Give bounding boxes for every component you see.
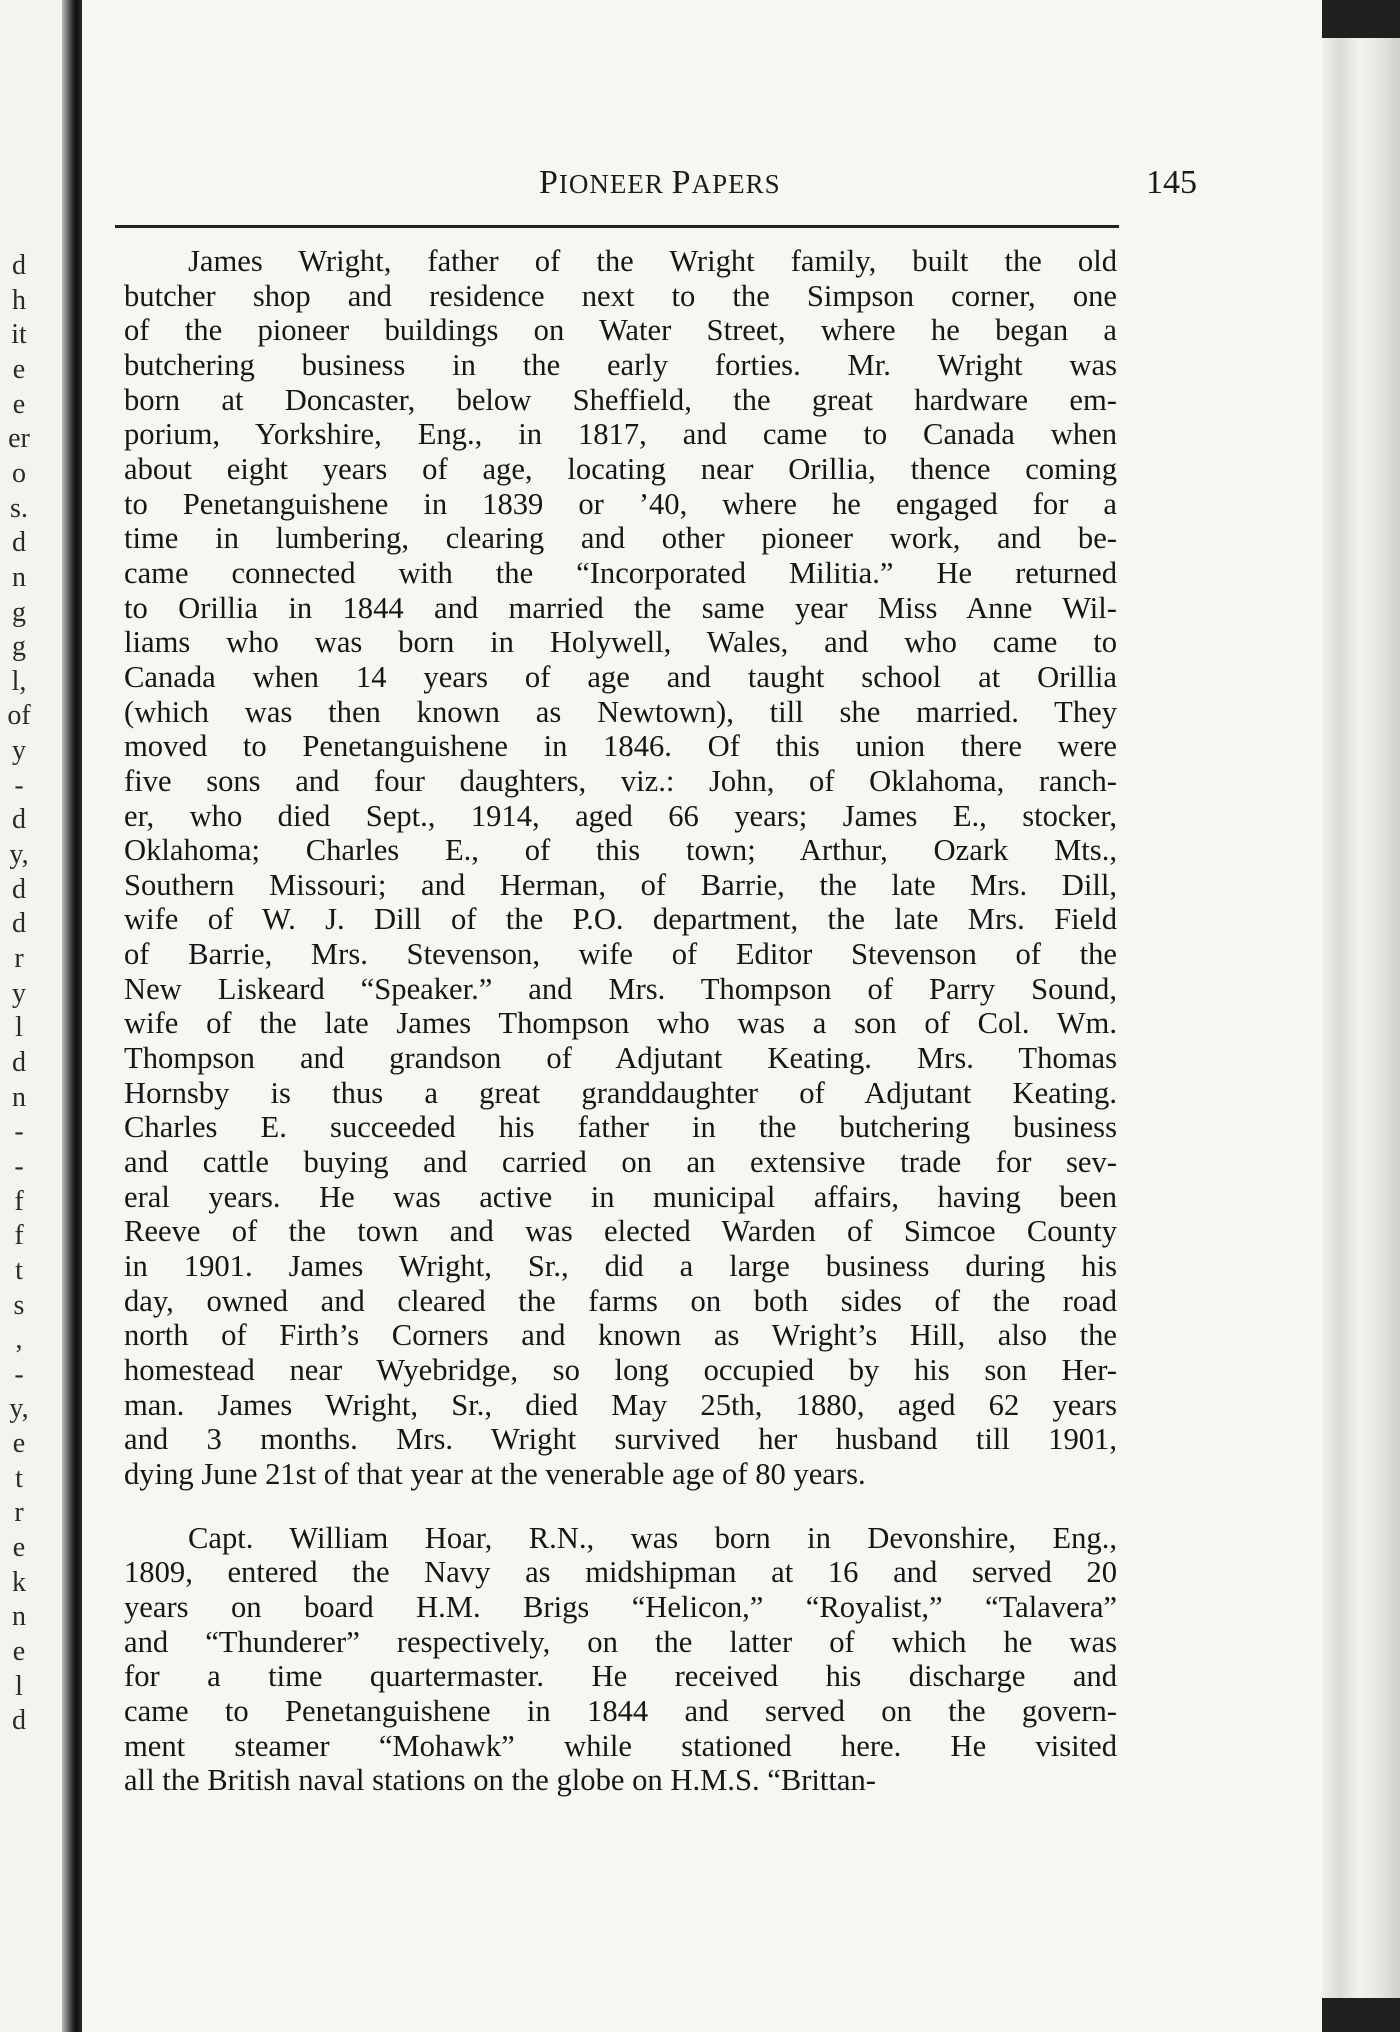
text-line: for a time quartermaster. He received his discharge and	[124, 1659, 1117, 1694]
running-head	[192, 158, 1199, 218]
text-line: eral years. He was active in municipal affairs, having been	[124, 1179, 1117, 1214]
left-page-line-fragment: n	[12, 561, 26, 593]
left-page-line-fragment: it	[11, 319, 27, 351]
text-line: porium, Yorkshire, Eng., in 1817, and came to Canada when	[124, 417, 1117, 452]
left-page-line-fragment: y	[12, 735, 26, 767]
left-page-line-fragment: s.	[10, 492, 28, 524]
left-page-line-fragment: r	[14, 943, 24, 974]
paragraph	[124, 244, 1117, 1492]
text-line: New Liskeard “Speaker.” and Mrs. Thompson of Parry Sound,	[124, 971, 1117, 1006]
left-page-line-fragment: of	[7, 700, 31, 732]
running-head-title-rest-1: IONEER	[558, 169, 672, 199]
left-page-line-fragment: e	[12, 1636, 26, 1667]
left-page-line-fragment: -	[14, 1358, 24, 1390]
text-line: Capt. William Hoar, R.N., was born in Devonshire, Eng.,	[188, 1520, 1117, 1555]
left-page-line-fragment: e	[12, 353, 26, 385]
header-rule	[115, 225, 1119, 228]
left-page-line-fragment: g	[12, 631, 26, 663]
text-line: day, owned and cleared the farms on both sides of the road	[124, 1283, 1117, 1318]
left-page-line-fragment: g	[12, 596, 26, 628]
left-page-line-fragment: n	[12, 1601, 26, 1633]
text-line: born at Doncaster, below Sheffield, the great hardware em-	[124, 382, 1117, 417]
left-page-line-fragment: f	[14, 1185, 24, 1217]
left-page-line-fragment: d	[12, 527, 26, 559]
left-page-line-fragment: y	[12, 977, 26, 1009]
text-line: ment steamer “Mohawk” while stationed here. He visited	[124, 1728, 1117, 1763]
text-line: to Penetanguishene in 1839 or ’40, where he engaged for a	[124, 486, 1117, 521]
text-line: and “Thunderer” respectively, on the latter of which he was	[124, 1624, 1117, 1659]
text-line: and 3 months. Mrs. Wright survived her husband till 1901,	[124, 1422, 1117, 1457]
text-line: Southern Missouri; and Herman, of Barrie, the late Mrs. Dill,	[124, 867, 1117, 902]
text-line: (which was then known as Newtown), till she married. They	[124, 694, 1117, 729]
text-line: and cattle buying and carried on an extensive trade for sev-	[124, 1145, 1117, 1180]
left-page-line-fragment: d	[12, 1046, 26, 1078]
left-page-line-fragment: e	[12, 1532, 26, 1564]
text-line: Hornsby is thus a great granddaughter of Adjutant Keating.	[124, 1075, 1117, 1110]
text-line: wife of W. J. Dill of the P.O. department, the late Mrs. Field	[124, 902, 1117, 937]
text-line: came connected with the “Incorporated Militia.” He returned	[124, 555, 1117, 590]
text-line: homestead near Wyebridge, so long occupied by his son Her-	[124, 1353, 1117, 1387]
text-line: years on board H.M. Brigs “Helicon,” “Royalist,” “Talavera”	[124, 1589, 1117, 1624]
left-page-line-fragment: er	[8, 423, 30, 455]
running-head-title-initial-1: P	[539, 164, 559, 201]
left-page-line-fragment: d	[12, 804, 26, 836]
left-page-line-fragment: -	[14, 1116, 24, 1148]
text-line: James Wright, father of the Wright family, built the old	[188, 244, 1117, 278]
left-page-line-fragment: d	[12, 1705, 26, 1737]
text-line: Charles E. succeeded his father in the butchering business	[124, 1110, 1117, 1145]
text-line: liams who was born in Holywell, Wales, and who came to	[124, 625, 1117, 660]
text-line: of the pioneer buildings on Water Street, where he began a	[124, 313, 1117, 348]
text-line: about eight years of age, locating near Orillia, thence coming	[124, 451, 1117, 486]
left-page-line-fragment: r	[14, 1497, 24, 1529]
left-page-line-fragment: e	[12, 1428, 26, 1460]
left-page-line-fragment: s	[13, 1289, 25, 1321]
left-page-line-fragment: o	[12, 457, 26, 489]
text-line: Canada when 14 years of age and taught school at Orillia	[124, 659, 1117, 694]
left-page-line-fragment: -	[14, 769, 24, 801]
text-line: butchering business in the early forties. Mr. Wright was	[124, 347, 1117, 382]
left-page-line-fragment: t	[15, 1462, 23, 1494]
body-text	[124, 244, 1117, 1798]
left-page-line-fragment: h	[12, 284, 26, 316]
left-page-line-fragment: y,	[9, 839, 29, 871]
left-page-line-fragment: d	[12, 908, 26, 940]
left-page-line-fragment: k	[12, 1566, 26, 1598]
paragraph-gap	[124, 1492, 1117, 1521]
running-head-title-initial-2: P	[671, 164, 692, 201]
text-line: Thompson and grandson of Adjutant Keating. Mrs. Thomas	[124, 1041, 1117, 1076]
left-page-line-fragment: l	[15, 1012, 23, 1044]
left-page-line-fragment: d	[12, 250, 26, 281]
left-facing-page	[0, 0, 66, 2032]
text-line: of Barrie, Mrs. Stevenson, wife of Editor Stevenson of the	[124, 937, 1117, 972]
text-line: came to Penetanguishene in 1844 and served on the govern-	[124, 1693, 1117, 1728]
text-line: er, who died Sept., 1914, aged 66 years; James E., stocker,	[124, 798, 1117, 833]
text-line: man. James Wright, Sr., died May 25th, 1880, aged 62 years	[124, 1387, 1117, 1422]
text-line: in 1901. James Wright, Sr., did a large business during his	[124, 1249, 1117, 1284]
text-line: all the British naval stations on the globe on H.M.S. “Brittan-	[124, 1763, 876, 1798]
text-line: to Orillia in 1844 and married the same year Miss Anne Wil-	[124, 590, 1117, 625]
text-line: dying June 21st of that year at the venerable age of 80 years.	[124, 1456, 866, 1491]
text-line: north of Firth’s Corners and known as Wright’s Hill, also the	[124, 1318, 1117, 1353]
left-page-line-fragment: l	[15, 1670, 23, 1702]
left-page-line-fragment: -	[14, 1150, 24, 1182]
text-line: Oklahoma; Charles E., of this town; Arthur, Ozark Mts.,	[124, 833, 1117, 868]
text-line: time in lumbering, clearing and other pioneer work, and be-	[124, 521, 1117, 556]
paragraph	[124, 1521, 1117, 1798]
text-line: butcher shop and residence next to the Simpson corner, one	[124, 278, 1117, 313]
left-page-line-fragment: l,	[11, 665, 27, 697]
running-head-title	[539, 164, 781, 202]
left-page-line-fragment: e	[12, 388, 26, 420]
left-page-line-fragment: ,	[15, 1324, 23, 1356]
text-line: Reeve of the town and was elected Warden of Simcoe County	[124, 1214, 1117, 1249]
text-line: moved to Penetanguishene in 1846. Of this union there were	[124, 729, 1117, 764]
text-line: wife of the late James Thompson who was a son of Col. Wm.	[124, 1006, 1117, 1041]
page-number: 145	[1146, 164, 1197, 201]
text-line: 1809, entered the Navy as midshipman at 16 and served 20	[124, 1555, 1117, 1590]
left-page-line-fragment: t	[15, 1254, 23, 1286]
text-line: five sons and four daughters, viz.: John, of Oklahoma, ranch-	[124, 763, 1117, 798]
running-head-title-rest-2: APERS	[691, 169, 781, 199]
left-page-line-fragment: y,	[9, 1393, 29, 1425]
left-page-line-fragment: d	[12, 873, 26, 905]
left-page-line-fragment: f	[14, 1220, 24, 1252]
left-page-line-fragment: n	[12, 1081, 26, 1113]
